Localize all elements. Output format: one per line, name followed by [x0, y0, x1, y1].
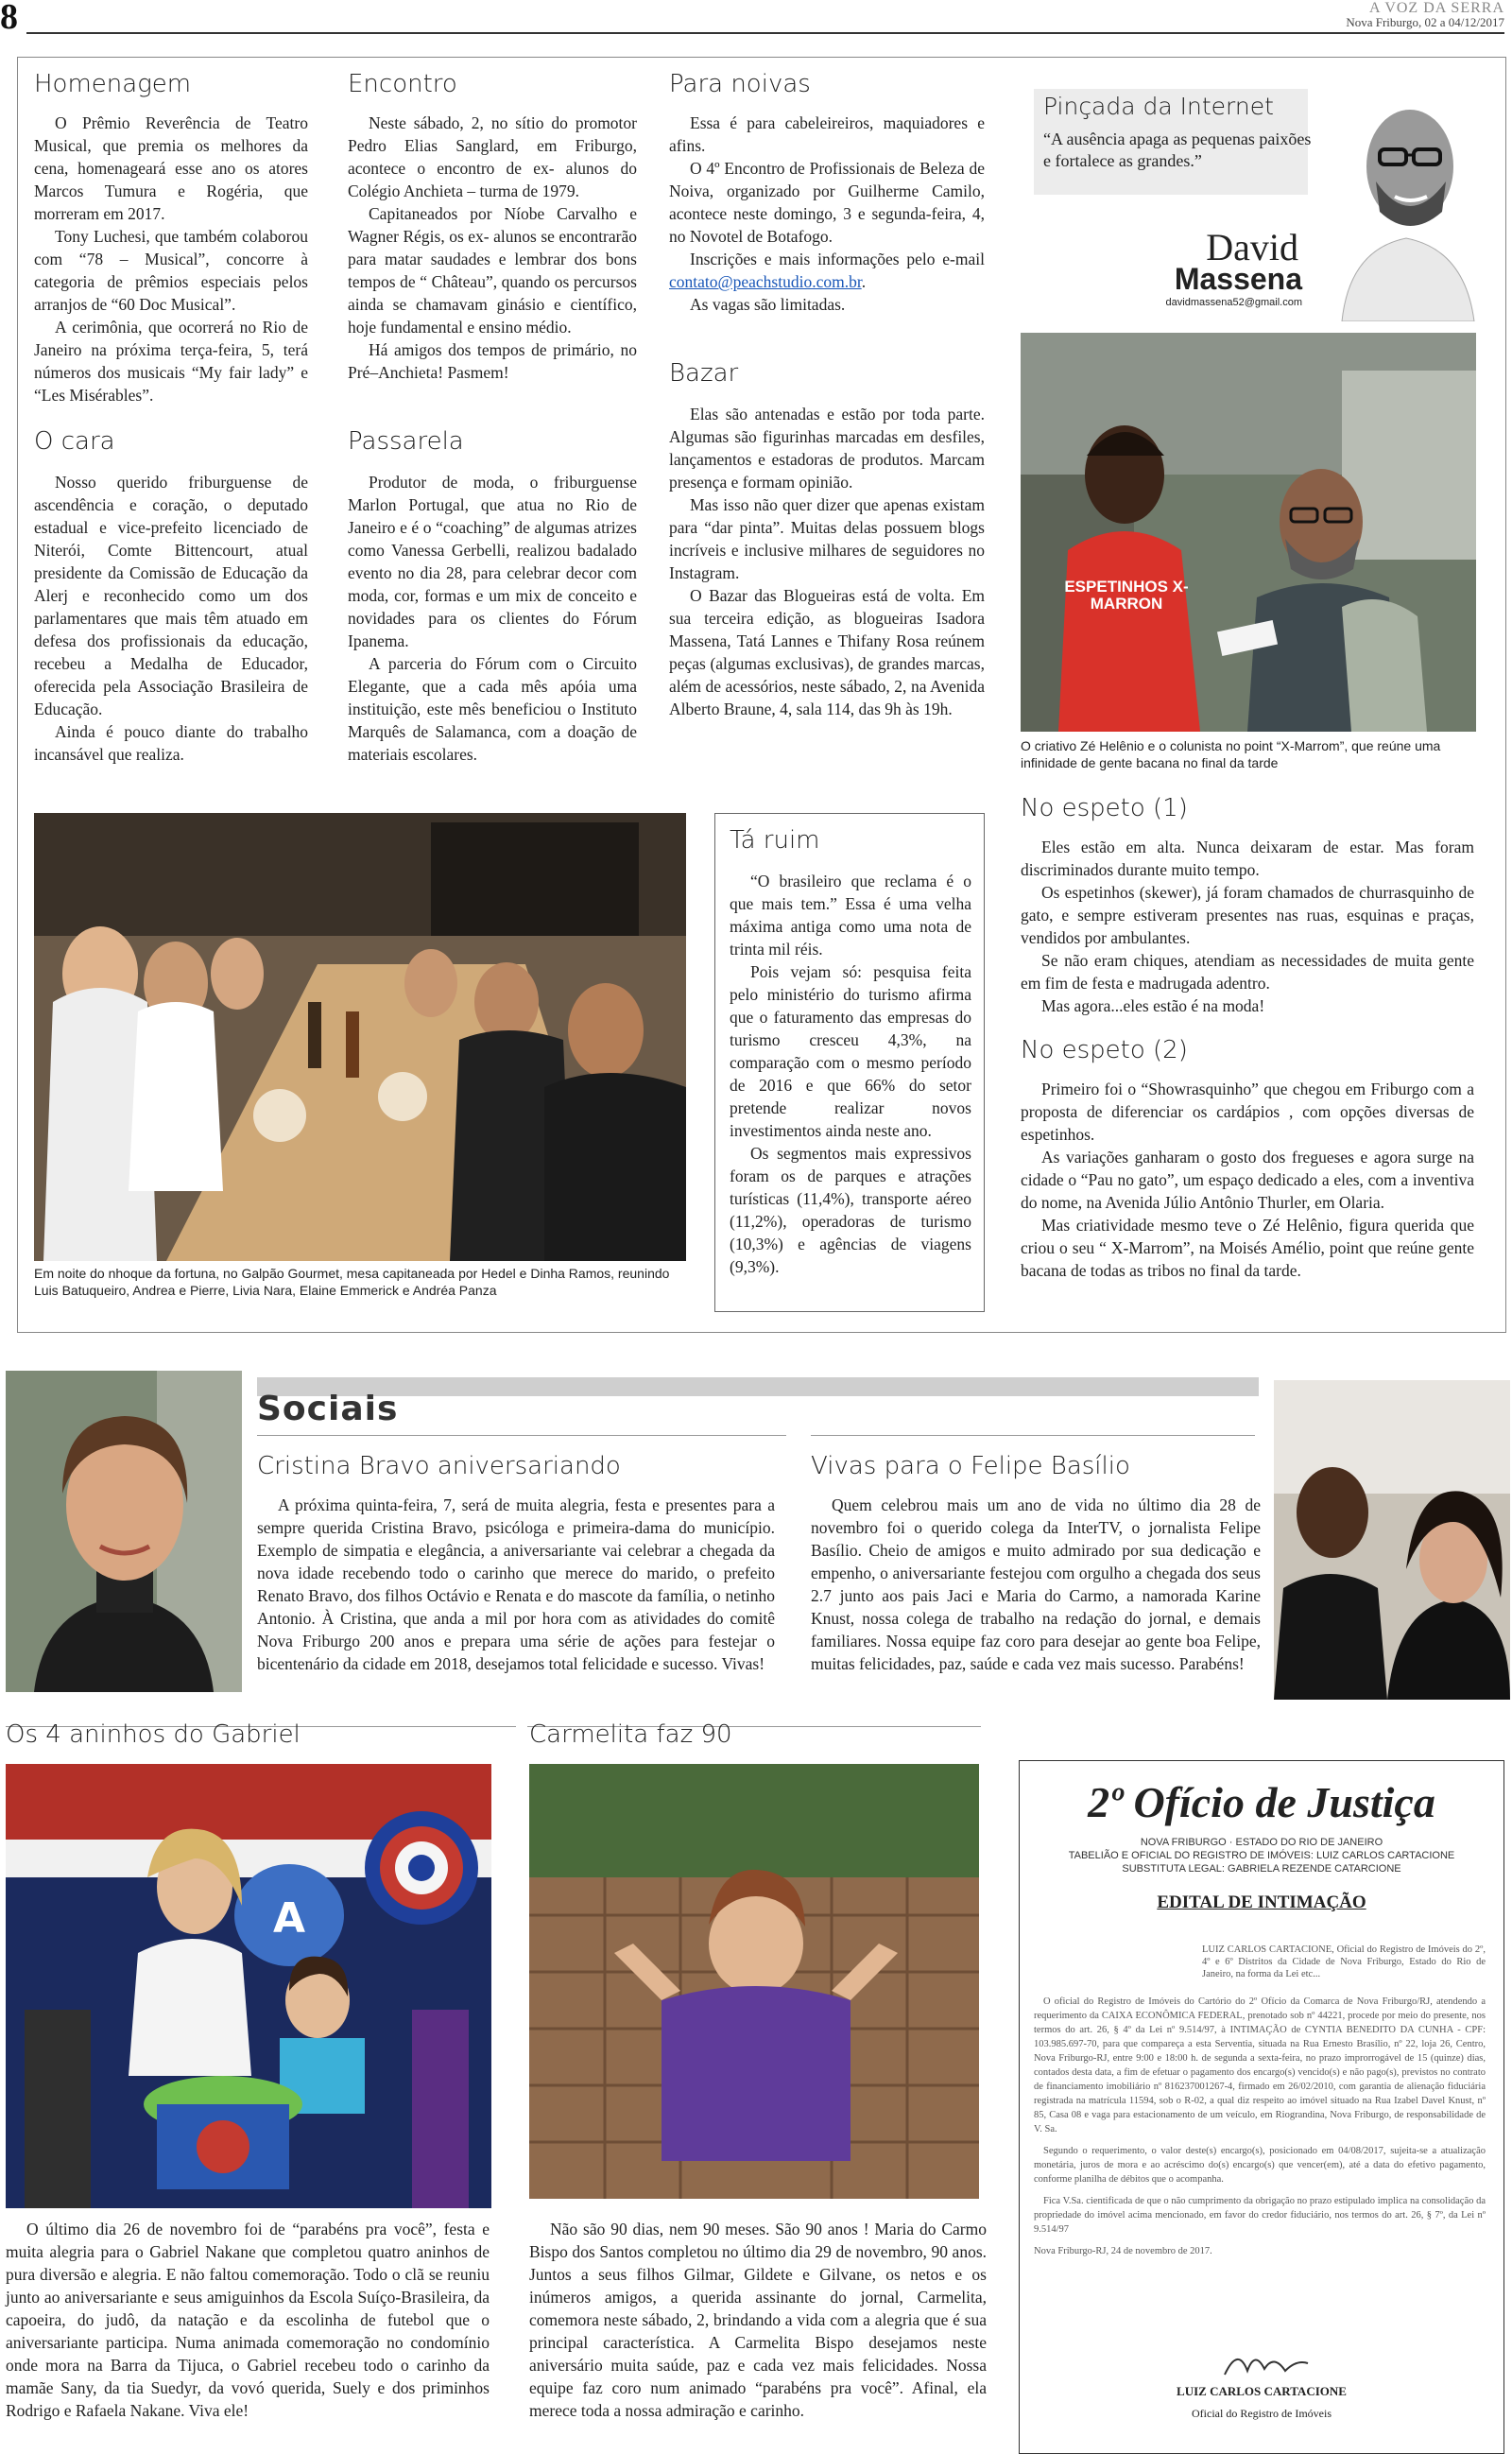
columnist-portrait	[1323, 79, 1489, 321]
paranoivas-p4: As vagas são limitadas.	[690, 295, 846, 314]
edital-header-lines	[1019, 1836, 1504, 1875]
espeto1-p2: Os espetinhos (skewer), já foram chamados de churrasquinho de gato, e sempre estiveram presentes nas ruas, esquinas e praças, vendidos por ambulantes.	[1021, 883, 1474, 947]
edition-date: Nova Friburgo, 02 a 04/12/2017	[1346, 15, 1504, 29]
carmelita-title: Carmelita faz 90	[529, 1720, 732, 1749]
gabriel-title: Os 4 aninhos do Gabriel	[6, 1720, 301, 1749]
edital-body3: Fica V.Sa. cientificada de que o não cumprimento da obrigação no prazo estipulado implica na consolidação da propriedade do imóvel acima mencionado, em favor do credor fiduciário, nos termos do art. 26, § 7º, da Lei nº 9.514/97	[1034, 2196, 1486, 2235]
photo-ze-helenio	[1021, 333, 1476, 732]
edital-body	[1034, 1995, 1486, 2258]
edital-intro: LUIZ CARLOS CARTACIONE, Oficial do Registro de Imóveis do 2º, 4º e 6º Distritos da Cidade de Nova Friburgo, Estado do Rio de Janeiro, na forma da Lei etc...	[1202, 1944, 1486, 1979]
pincada-title: Pinçada da Internet	[1043, 93, 1274, 120]
taruim-title: Tá ruim	[730, 826, 820, 855]
photo-gabriel	[6, 1764, 491, 2208]
espeto1-body	[1021, 836, 1474, 1017]
ocara-title: O cara	[34, 427, 115, 456]
encontro-p1: Neste sábado, 2, no sítio do promotor Pedro Elias Sanglard, em Friburgo, acontece o encontro de ex- alunos do Colégio Anchieta – turma de 1979.	[348, 113, 637, 200]
encontro-p3: Há amigos dos tempos de primário, no Pré–Anchieta! Pasmem!	[348, 340, 637, 382]
espeto1-p4: Mas agora...eles estão é na moda!	[1041, 996, 1265, 1015]
espeto2-p2: As variações ganharam o gosto dos fregueses e agora surge na cidade o “Pau no gato”, um espaço dedicado a eles, com a inventiva do nome, na Avenida Júlio Antônio Thurler, em Olaria.	[1021, 1148, 1474, 1212]
taruim-p3: Os segmentos mais expressivos foram os de parques e atrações turísticas (11,4%), transporte aéreo (11,2%), operadoras de turismo (10,3%) e agências de viagens (9,3%).	[730, 1144, 971, 1276]
columnist-last-name: Massena	[1174, 262, 1302, 296]
carmelita-p1: Não são 90 dias, nem 90 meses. São 90 anos ! Maria do Carmo Bispo dos Santos completou no último dia 29 de novembro, 90 anos. Juntos a seus filhos Gilmar, Gildete e Gilvane, os netos e os inúmeros amigos, a querida assinante do jornal, Carmelita, comemora neste sábado, 2, brindando a vida com a alegria que é sua principal característica. A Carmelita Bispo desejamos neste aniversário muita saúde, paz e cada vez mais felicidades. Nossa equipe faz coro num animado “parabéns pra você”. Afinal, ela merece toda a nossa admiração e carinho.	[529, 2220, 987, 2420]
homenagem-title: Homenagem	[34, 70, 192, 98]
edital-line3: SUBSTITUTA LEGAL: GABRIELA REZENDE CATARCIONE	[1122, 1863, 1401, 1875]
espeto1-p1: Eles estão em alta. Nunca deixaram de estar. Mas foram discriminados durante muito tempo.	[1021, 838, 1474, 879]
bazar-p3: O Bazar das Blogueiras está de volta. Em sua terceira edição, as blogueiras Isadora Massena, Tatá Lannes e Thifany Rosa reúnem peças (algumas exclusivas), de grandes marcas, além de acessórios, neste sábado, 2, na Avenida Alberto Braune, 4, sala 114, das 9h às 19h.	[669, 586, 985, 718]
paranoivas-body	[669, 112, 985, 316]
homenagem-p1: O Prêmio Reverência de Teatro Musical, que premia os melhores da cena, homenageará esse ano os atores Marcos Tumura e Rogéria, que morreram em 2017.	[34, 113, 308, 223]
edital-body2: Segundo o requerimento, o valor deste(s) encargo(s), posicionado em 04/08/2017, sujeita-se a atualização monetária, juros de mora e ao acréscimo do(s) encargo(s) que vencer(em), até a data do efetivo pagamento, conforme planilha de débitos que o acompanha.	[1034, 2146, 1486, 2185]
homenagem-p2: Tony Luchesi, que também colaborou com “78 – Musical”, concorre à categoria de prêmios especiais pelos arranjos de “60 Doc Musical”.	[34, 227, 308, 314]
dinner-caption: Em noite do nhoque da fortuna, no Galpão Gourmet, mesa capitaneada por Hedel e Dinha Ramos, reunindo Luis Batuqueiro, Andrea e Pierre, Livia Nara, Elaine Emmerick e Andréa Panza	[34, 1266, 670, 1298]
columnist-first-name: David	[1206, 226, 1298, 268]
paranoivas-p2: O 4º Encontro de Profissionais de Beleza de Noiva, organizado por Guilherme Camilo, acontece neste domingo, 3 e segunda-feira, 4, no Novotel de Botafogo.	[669, 159, 985, 246]
taruim-body	[730, 870, 971, 1278]
paranoivas-p3	[669, 248, 985, 293]
svg-text:A: A	[272, 1894, 306, 1943]
edital-sign-title: Oficial do Registro de Imóveis	[1192, 2407, 1332, 2420]
ocara-body	[34, 471, 308, 766]
ocara-p1: Nosso querido friburguense de ascendência e coração, o deputado estadual e vice-prefeito licenciado de Niterói, Comte Bittencourt, atual presidente da Comissão de Educação da Alerj e reconhecido como um dos parlamentares que mais têm atuado em defesa dos profissionais da educação, recebeu a Medalha de Educador, oferecida pela Associação Brasileira de Educação.	[34, 473, 308, 718]
gabriel-body	[6, 2218, 490, 2422]
sociais-title: Sociais	[257, 1390, 399, 1428]
felipe-title: Vivas para o Felipe Basílio	[811, 1452, 1130, 1480]
cristina-title: Cristina Bravo aniversariando	[257, 1452, 621, 1480]
edital-sign-name: LUIZ CARLOS CARTACIONE	[1177, 2384, 1347, 2398]
felipe-body	[811, 1494, 1261, 1675]
espeto1-p3: Se não eram chiques, atendiam as necessidades de muita gente em fim de festa e madrugada adentro.	[1021, 951, 1474, 993]
edital-date: Nova Friburgo-RJ, 24 de novembro de 2017.	[1034, 2246, 1212, 2256]
homenagem-body	[34, 112, 308, 406]
signature-mark	[1219, 2342, 1314, 2384]
photo-ze-caption: O criativo Zé Helênio e o colunista no point “X-Marrom”, que reúne uma infinidade de gente bacana no final da tarde	[1021, 738, 1441, 770]
photo-carmelita	[529, 1764, 979, 2199]
encontro-p2: Capitaneados por Níobe Carvalho e Wagner Régis, os ex- alunos se encontrarão para matar saudades e lembrar dos bons tempos de “ Château”, quando os percursos ainda se chamavam ginásio e científico, hoje fundamental e ensino médio.	[348, 204, 637, 337]
espeto2-title: No espeto (2)	[1021, 1036, 1188, 1064]
bazar-title: Bazar	[669, 359, 739, 388]
felipe-p1: Quem celebrou mais um ano de vida no último dia 28 de novembro foi o querido colega da InterTV, o jornalista Felipe Basílio. Cheio de amigos e muito admirado por sua dedicação e empenho, o aniversariante festejou com orgulho a chegada dos seus 2.7 junto aos pais Jaci e Maria do Carmo, a namorada Karine Knust, nossa colega de trabalho na redação do jornal, e demais familiares. Nossa equipe faz coro para desejar ao gente boa Felipe, muitas felicidades, paz, saúde e cada vez mais sucesso. Parabéns!	[811, 1495, 1261, 1673]
homenagem-p3: A cerimônia, que ocorrerá no Rio de Janeiro na próxima terça-feira, 5, terá números dos musicais “My fair lady” e “Les Misérables”.	[34, 318, 308, 405]
carmelita-body	[529, 2218, 987, 2422]
passarela-title: Passarela	[348, 427, 464, 456]
columnist-email: davidmassena52@gmail.com	[1165, 297, 1302, 308]
espeto2-p3: Mas criatividade mesmo teve o Zé Helênio, figura querida que criou o seu “ X-Marrom”, na Moisés Amélio, point que reúne gente bacana de todas as tribos no final da tarde.	[1021, 1216, 1474, 1280]
photo-cristina	[6, 1371, 242, 1692]
espeto2-body	[1021, 1078, 1474, 1282]
paper-name: A VOZ DA SERRA	[1368, 0, 1504, 16]
felipe-rule	[811, 1435, 1255, 1436]
cristina-p1: A próxima quinta-feira, 7, será de muita alegria, festa e presentes para a sempre querida Cristina Bravo, psicóloga e primeira-dama do município. Exemplo de simpatia e elegância, a aniversariante vai celebrar a chegada da nova idade recebendo todo o carinho que merece do marido, o prefeito Renato Bravo, dos filhos Octávio e Renata e do mascote da família, o netinho Antonio. À Cristina, que anda a mil por hora com as atividades do comitê Nova Friburgo 200 anos e prepara uma série de ações para festejar o bicentenário da cidade em 2018, desejamos total felicidade e sucesso. Vivas!	[257, 1495, 775, 1673]
paranoivas-p3-text: Inscrições e mais informações pelo e-mail	[690, 250, 985, 268]
bazar-body	[669, 403, 985, 720]
encontro-title: Encontro	[348, 70, 457, 98]
cristina-body	[257, 1494, 775, 1675]
edital-line1: NOVA FRIBURGO · ESTADO DO RIO DE JANEIRO	[1140, 1837, 1383, 1848]
sociais-rule	[257, 1435, 786, 1436]
passarela-body	[348, 471, 637, 766]
pincada-quote: “A ausência apaga as pequenas paixões e fortalece as grandes.”	[1043, 130, 1312, 170]
photo-dinner	[34, 813, 686, 1261]
taruim-p2: Pois vejam só: pesquisa feita pelo ministério do turismo afirma que o faturamento das empresas do turismo cresceu 4,3%, na comparação com o mesmo período de 2016 e que 66% do setor pretende realizar novos investimentos ainda neste ano.	[730, 962, 971, 1140]
page-number: 8	[0, 0, 18, 37]
bazar-p2: Mas isso não quer dizer que apenas existam para “dar pinta”. Muitas delas possuem blogs incríveis e inclusive milhares de seguidores no Instagram.	[669, 495, 985, 582]
paranoivas-p1: Essa é para cabeleireiros, maquiadores e afins.	[669, 113, 985, 155]
espeto1-title: No espeto (1)	[1021, 794, 1188, 822]
header-rule	[26, 32, 1504, 34]
paranoivas-p3-end: .	[861, 272, 867, 291]
passarela-p2: A parceria do Fórum com o Circuito Elegante, que a cada mês apóia uma instituição, este mês beneficiou o Instituto Marquês de Salamanca, com a doação de materiais escolares.	[348, 654, 637, 764]
encontro-body	[348, 112, 637, 384]
email-link[interactable]: contato@peachstudio.com.br	[669, 272, 862, 291]
gabriel-p1: O último dia 26 de novembro foi de “parabéns pra você”, festa e muita alegria para o Gabriel Nakane que completou quatro aninhos de pura diversão e alegria. E não faltou comemoração. Todo o clã se reuniu junto ao aniversariante e seus amiguinhos da Escola Suíço-Brasileira, da capoeira, do judô, da natação e da escolinha de futebol que o aniversariante participa. Numa animada comemoração no condomínio onde mora na Barra da Tijuca, o Gabriel recebeu todo o carinho da mamãe Sany, da tia Suedyr, da vovó querida, Suely e dos priminhos Rodrigo e Rafaela Nakane. Viva ele!	[6, 2220, 490, 2420]
edital-line2: TABELIÃO E OFICIAL DO REGISTRO DE IMÓVEIS: LUIZ CARLOS CARTACIONE	[1068, 1850, 1455, 1861]
bazar-p1: Elas são antenadas e estão por toda parte. Algumas são figurinhas marcadas em desfiles, lançamentos e estadoras de produtos. Marcam presença e formam opinião.	[669, 405, 985, 492]
sociais-bar	[257, 1377, 1259, 1396]
masthead	[1346, 0, 1504, 30]
ocara-p2: Ainda é pouco diante do trabalho incansável que realiza.	[34, 722, 308, 764]
shirt-text: ESPETINHOS X-MARRON	[1064, 578, 1189, 613]
photo-felipe	[1274, 1380, 1510, 1700]
taruim-p1: “O brasileiro que reclama é o que mais tem.” Essa é uma velha máxima antiga como uma nota de trinta mil réis.	[730, 872, 971, 959]
edital-heading: EDITAL DE INTIMAÇÃO	[1157, 1892, 1366, 1912]
edital-body1: O oficial do Registro de Imóveis do Cartório do 2º Ofício da Comarca de Nova Friburgo/RJ, atendendo a requerimento da CAIXA ECONÔMICA FEDERAL, prenotado sob nº 44221, procede por meio do presente, nos termos do art. 26, § 4º da Lei nº 9.514/97, à INTIMAÇÃO de CYNTIA BENEDITO DA CUNHA - CPF: 103.985.697-70, para que compareça a esta Serventia, situada na Rua Ernesto Brasílio, nº 22, loja 26, Centro, Nova Friburgo-RJ, entre 9:00 e 18:00 h. de segunda a sexta-feira, no prazo improrrogável de 15 (quinze) dias, contados desta data, a fim de efetuar o pagamento dos encargo(s) vencido(s) e não pago(s), previstos no contrato de financiamento imobiliário nº 816237001267-4, firmado em 26/02/2010, com garantia de alienação fiduciária registrada na matrícula 11594, sob o R-02, a qual diz respeito ao imóvel situado na Rua Izabel Davel Knust, nº 85, Casa 08 e vaga para estacionamento de um veículo, em Riograndina, Nova Friburgo, de responsabilidade de V. Sa.	[1034, 1996, 1486, 2134]
edital-office-title: 2º Ofício de Justiça	[1088, 1778, 1435, 1826]
paranoivas-title: Para noivas	[669, 70, 811, 98]
passarela-p1: Produtor de moda, o friburguense Marlon Portugal, que atua no Rio de Janeiro e é o “coaching” de algumas atrizes como Vanessa Gerbelli, realizou badalado evento no dia 28, para celebrar decor com moda, cor, formas e um mix de conceito e novidades para os clientes do Fórum Ipanema.	[348, 473, 637, 650]
espeto2-p1: Primeiro foi o “Showrasquinho” que chegou em Friburgo com a proposta de diferenciar os cardápios , com opções diversas de espetinhos.	[1021, 1080, 1474, 1144]
